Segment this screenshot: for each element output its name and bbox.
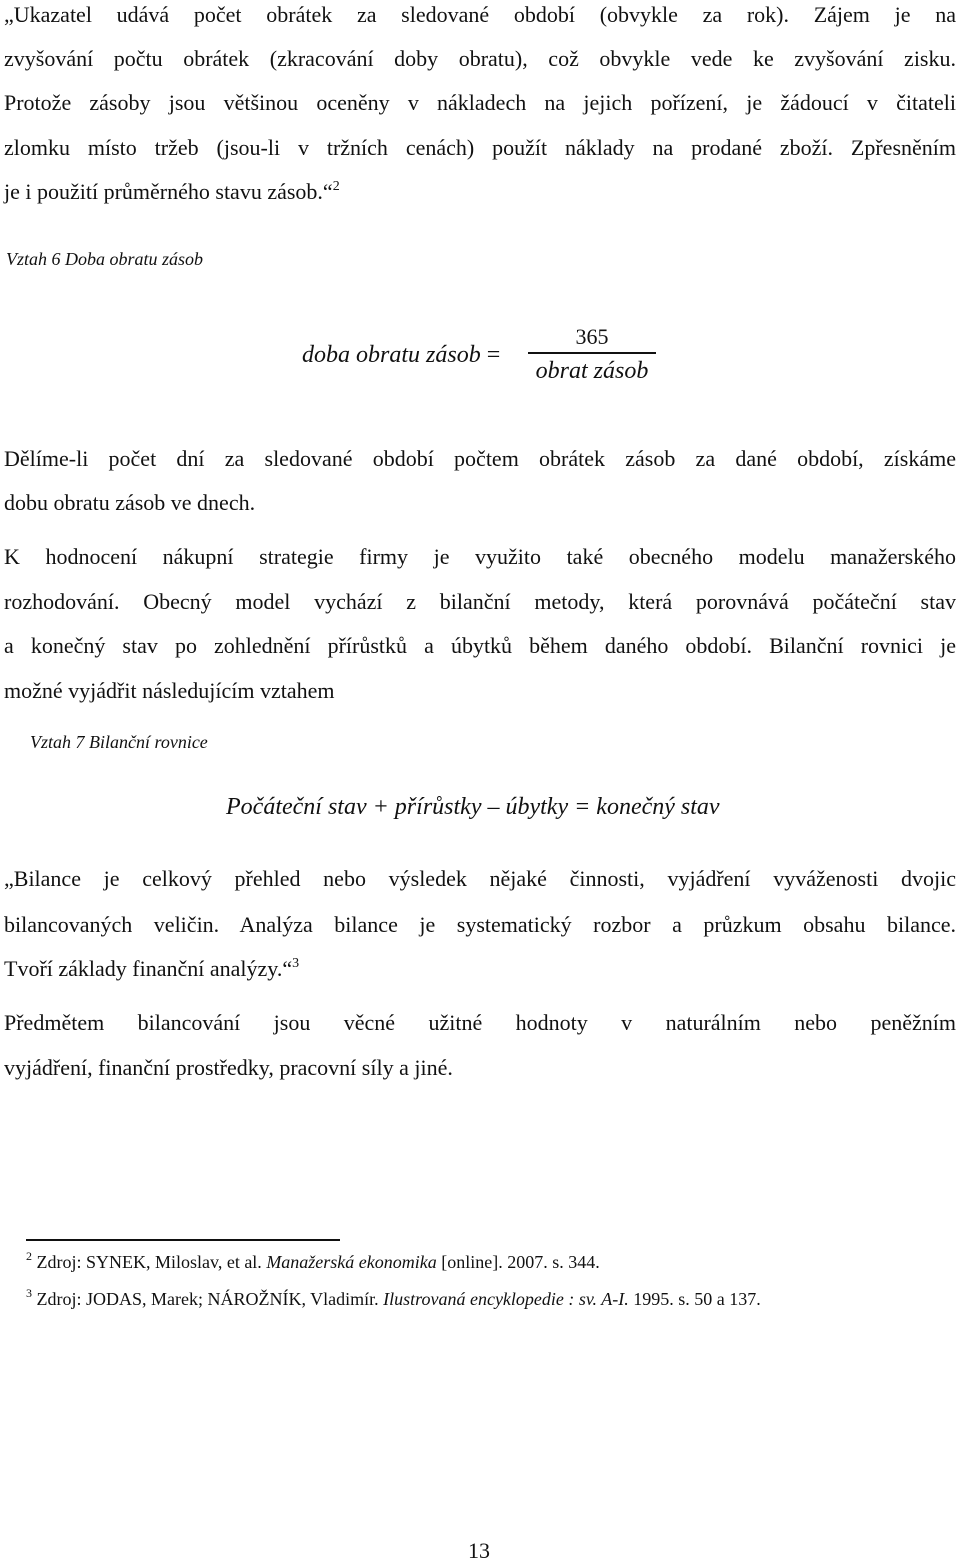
footnote-text: Zdroj: SYNEK, Miloslav, et al. [36, 1252, 267, 1272]
formula-lhs [302, 342, 500, 369]
footnote-text: [online]. 2007. s. 344. [436, 1252, 600, 1272]
fraction-numerator: 365 [575, 324, 609, 349]
footnote-text: Zdroj: JODAS, Marek; NÁROŽNÍK, Vladimír. [36, 1289, 384, 1309]
footnote-separator [26, 1239, 340, 1241]
paragraph-line: Předmětem bilancování jsou věcné užitné hodnoty v naturálním nebo peněžním [4, 1010, 956, 1035]
paragraph-line: zvyšování počtu obrátek (zkracování doby obratu), což obvykle vede ke zvyšování zisku. [4, 46, 956, 71]
paragraph-line [4, 177, 340, 207]
equals-sign: = [486, 342, 501, 368]
footnote-number: 3 [26, 1286, 32, 1300]
footnote [26, 1249, 600, 1273]
equation-caption: Vztah 7 Bilanční rovnice [30, 732, 208, 752]
footnote-ref: 3 [292, 956, 300, 971]
paragraph-line: a konečný stav po zohlednění přírůstků a úbytků během daného období. Bilanční rovnici je [4, 633, 956, 658]
equation-caption: Vztah 6 Doba obratu zásob [6, 249, 204, 269]
footnote-ref: 2 [332, 179, 340, 194]
line-text: je i použití průměrného stavu zásob.“ [4, 179, 333, 204]
paragraph-line: „Ukazatel udává počet obrátek za sledované období (obvykle za rok). Zájem je na [4, 2, 956, 27]
footnote-title: Ilustrovaná encyklopedie : sv. A-I. [383, 1289, 629, 1309]
footnote-number: 2 [26, 1249, 32, 1263]
paragraph-line: „Bilance je celkový přehled nebo výsledek nějaké činnosti, vyjádření vyváženosti dvojic [4, 866, 956, 891]
page-number: 13 [468, 1538, 490, 1563]
fraction-denominator: obrat zásob [535, 357, 649, 384]
footnote-text: 1995. s. 50 a 137. [628, 1289, 761, 1309]
paragraph-line: Protože zásoby jsou většinou oceněny v nákladech na jejich pořízení, je žádoucí v čitateli [4, 90, 956, 115]
formula-lhs-text: doba obratu zásob [302, 342, 481, 368]
footnote [26, 1286, 761, 1310]
fraction-bar [528, 352, 656, 354]
paragraph-line: dobu obratu zásob ve dnech. [4, 490, 256, 515]
paragraph-line: bilancovaných veličin. Analýza bilance je systematický rozbor a průzkum obsahu bilance. [4, 912, 956, 937]
paragraph-line: možné vyjádřit následujícím vztahem [4, 678, 335, 703]
fraction [528, 324, 656, 385]
paragraph-line: Dělíme-li počet dní za sledované období počtem obrátek zásob za dané období, získáme [4, 446, 956, 471]
paragraph-line [4, 954, 299, 984]
paragraph-line: vyjádření, finanční prostředky, pracovní síly a jiné. [4, 1055, 453, 1080]
paragraph-line: K hodnocení nákupní strategie firmy je využito také obecného modelu manažerského [4, 544, 956, 569]
paragraph-line: zlomku místo tržeb (jsou-li v tržních cenách) použít náklady na prodané zboží. Zpřesněním [4, 135, 956, 160]
balance-equation: Počáteční stav + přírůstky – úbytky = konečný stav [226, 794, 720, 820]
line-text: Tvoří základy finanční analýzy.“ [4, 956, 293, 981]
footnote-title: Manažerská ekonomika [266, 1252, 437, 1272]
paragraph-line: rozhodování. Obecný model vychází z bilanční metody, která porovnává počáteční stav [4, 589, 956, 614]
